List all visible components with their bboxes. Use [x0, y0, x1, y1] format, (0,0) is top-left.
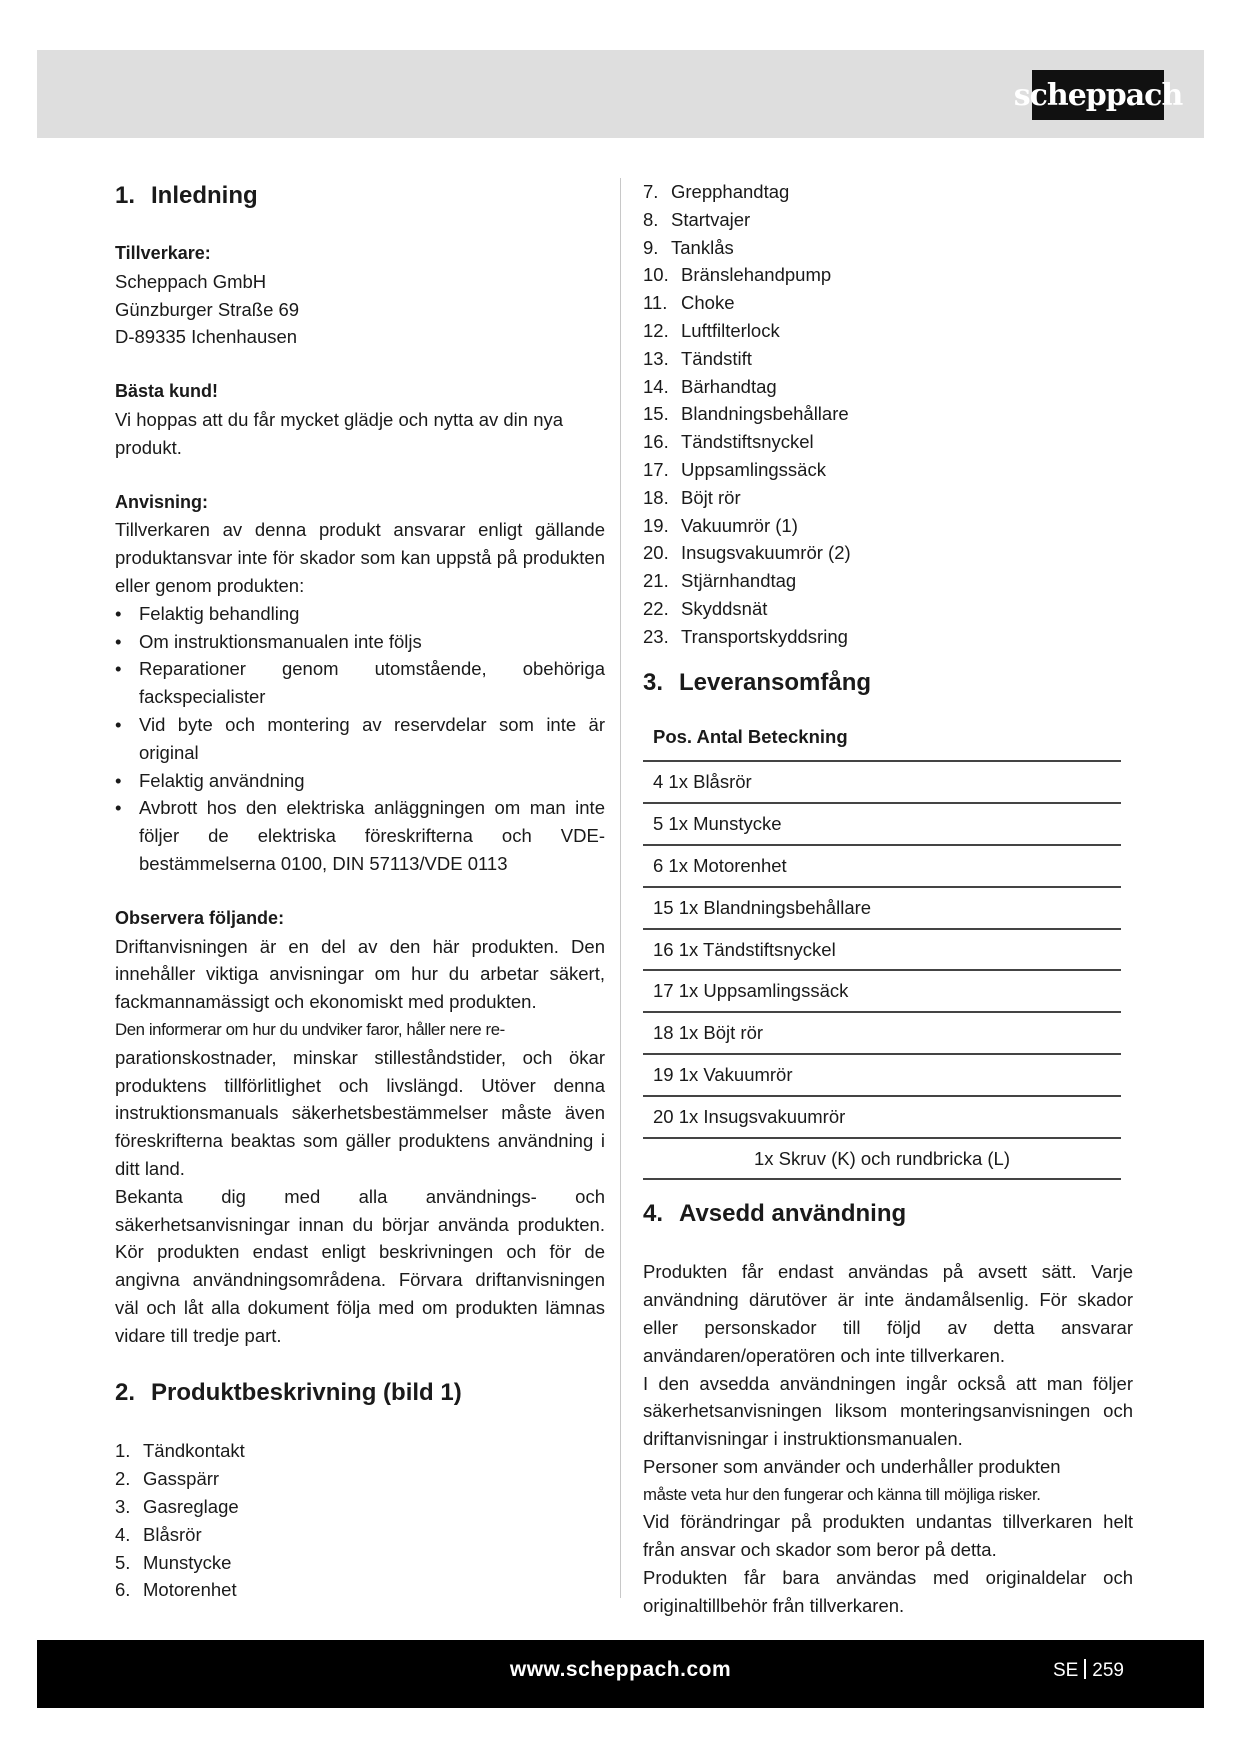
language-code: SE	[1052, 1660, 1079, 1681]
scheppach-logo: scheppach	[1032, 70, 1164, 120]
left-column	[115, 178, 605, 1604]
table-row: 5 1x Munstycke	[643, 803, 1121, 845]
parts-list	[115, 1437, 605, 1604]
page-number	[1053, 1640, 1124, 1702]
observe-text: Den informerar om hur du undviker faror, håller nere re-	[115, 1019, 505, 1039]
list-item: 23. Transportskyddsring	[643, 625, 848, 647]
intended-use-text: Personer som använder och underhåller produkten	[643, 1455, 1061, 1477]
observe-label: Observera följande:	[115, 907, 285, 928]
table-row: 18 1x Böjt rör	[643, 1012, 1121, 1054]
intended-use-text: Produkten får bara användas med originaldelar och originaltillbehör från tillverkaren.	[643, 1567, 1133, 1616]
section-3-heading: 3. Leveransomfång	[643, 668, 872, 696]
footer-bar	[37, 1640, 1204, 1708]
list-item: 19. Vakuumrör (1)	[643, 514, 798, 536]
dear-customer-text: Vi hoppas att du får mycket glädje och nytta av din nya produkt.	[115, 408, 564, 458]
parts-list-continued	[643, 178, 1133, 651]
scope-of-delivery-table	[643, 719, 1121, 1181]
section-2-heading: 2. Produktbeskrivning (bild 1)	[115, 1379, 462, 1407]
table-row: 19 1x Vakuumrör	[643, 1054, 1121, 1096]
notice-text: Tillverkaren av denna produkt ansvarar enligt gällande produktansvar inte för skador som kan uppstå på produkten eller genom produkten:	[115, 519, 605, 596]
table-row: 6 1x Motorenhet	[643, 845, 1121, 887]
list-item: 18. Böjt rör	[643, 486, 741, 508]
list-item: • Felaktig behandling	[115, 600, 605, 628]
website-link[interactable]: www.scheppach.com	[509, 1658, 732, 1681]
list-item: 1. Tändkontakt	[115, 1440, 245, 1462]
list-item: 15. Blandningsbehållare	[643, 403, 849, 425]
liability-list	[115, 600, 605, 878]
list-item: 16. Tändstiftsnyckel	[643, 431, 814, 453]
page-number-value: 259	[1092, 1660, 1124, 1681]
table-row: 20 1x Insugsvakuumrör	[643, 1096, 1121, 1138]
manufacturer-label: Tillverkare:	[115, 243, 211, 263]
right-column	[643, 178, 1133, 1620]
list-item: 3. Gasreglage	[115, 1496, 239, 1518]
list-item: 10. Bränslehandpump	[643, 264, 832, 286]
dear-customer-label: Bästa kund!	[115, 381, 219, 402]
table-row: 17 1x Uppsamlingssäck	[643, 970, 1121, 1012]
section-1-heading: 1. Inledning	[115, 182, 258, 209]
header-band	[37, 50, 1204, 138]
intended-use-text: Produkten får endast användas på avsett sätt. Varje användning därutöver är inte ändamålsenlig. För skador eller personskador till följd av detta ansvarar användaren/operatören och inte tillverkaren.	[643, 1261, 1133, 1366]
intended-use-text: Vid förändringar på produkten undantas tillverkaren helt från ansvar och skador som beror på detta.	[643, 1511, 1133, 1561]
observe-text: Driftanvisningen är en del av den här produkten. Den innehåller viktiga anvisningar om hur du arbetar säkert, fackmannamässigt och ekonomiskt med produkten.	[115, 935, 605, 1013]
section-4-heading: 4. Avsedd användning	[643, 1200, 907, 1228]
table-header: Pos. Antal Beteckning	[643, 719, 1121, 762]
list-item: 7. Grepphandtag	[643, 181, 790, 202]
separator	[1084, 1659, 1086, 1679]
table-row: 1x Skruv (K) och rundbricka (L)	[643, 1138, 1121, 1180]
manufacturer-line: Scheppach GmbH	[115, 270, 267, 292]
list-item: 13. Tändstift	[643, 347, 752, 369]
list-item: 14. Bärhandtag	[643, 375, 777, 397]
table-row: 15 1x Blandningsbehållare	[643, 887, 1121, 929]
list-item: 8. Startvajer	[643, 208, 751, 230]
list-item: 12. Luftfilterlock	[643, 319, 780, 341]
notice-label: Anvisning:	[115, 491, 208, 512]
list-item: 11. Choke	[643, 292, 735, 314]
manufacturer-line: D-89335 Ichenhausen	[115, 326, 298, 348]
list-item: • Vid byte och montering av reservdelar som inte är original	[115, 711, 605, 767]
observe-text: Bekanta dig med alla användnings- och säkerhetsanvisningar innan du börjar använda produkten. Kör produkten endast enligt beskrivningen och för de angivna användningsområdena. Förvara driftanvisningen väl och låt alla dokument följa med om produkten lämnas vidare till tredje part.	[115, 1185, 605, 1346]
list-item: • Om instruktionsmanualen inte följs	[115, 628, 605, 656]
list-item: 2. Gasspärr	[115, 1468, 220, 1490]
intended-use-text: måste veta hur den fungerar och känna till möjliga risker.	[643, 1484, 1041, 1504]
list-item: 22. Skyddsnät	[643, 597, 768, 619]
list-item: 6. Motorenhet	[115, 1579, 237, 1601]
list-item: • Avbrott hos den elektriska anläggningen om man inte följer de elektriska föreskrifterna och VDE-bestämmelserna 0100, DIN 57113/VDE 0113	[115, 794, 605, 877]
list-item: 5. Munstycke	[115, 1551, 232, 1573]
table-row: 4 1x Blåsrör	[643, 761, 1121, 803]
list-item: 21. Stjärnhandtag	[643, 570, 797, 592]
intended-use-text: I den avsedda användningen ingår också att man följer säkerhetsanvisningen liksom monteringsanvisningen och driftanvisningar i instruktionsmanualen.	[643, 1372, 1133, 1450]
manufacturer-line: Günzburger Straße 69	[115, 298, 300, 320]
column-divider	[620, 178, 621, 1598]
list-item: • Felaktig användning	[115, 767, 605, 795]
list-item: • Reparationer genom utomstående, obehöriga fackspecialister	[115, 655, 605, 711]
list-item: 4. Blåsrör	[115, 1523, 202, 1545]
list-item: 9. Tanklås	[643, 236, 734, 258]
list-item: 20. Insugsvakuumrör (2)	[643, 542, 851, 564]
list-item: 17. Uppsamlingssäck	[643, 458, 826, 480]
observe-text: parationskostnader, minskar stilleståndstider, och ökar produktens tillförlitlighet och livslängd. Utöver denna instruktionsmanuals säkerhetsbestämmelser måste även föreskrifterna beaktas som gäller produktens användning i ditt land.	[115, 1046, 605, 1179]
table-row: 16 1x Tändstiftsnyckel	[643, 929, 1121, 971]
